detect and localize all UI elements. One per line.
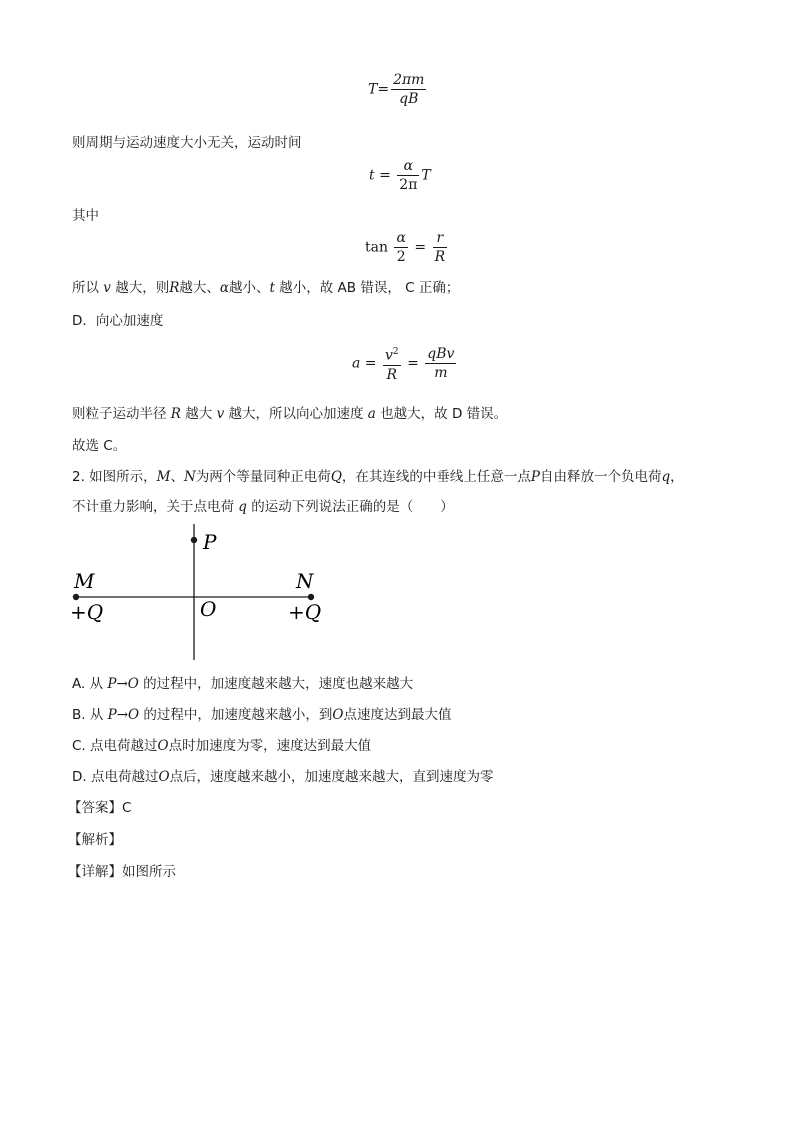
option-C-prefix: C. 点电荷越过 — [72, 738, 158, 754]
answer-tag: 【答案】 — [68, 800, 122, 816]
eq4-numerator-1 — [383, 344, 401, 366]
q2-var-P: P — [530, 469, 540, 485]
q2-line2-text-2: 的运动下列说法正确的是（ ） — [251, 499, 454, 515]
option-C-var-O: O — [157, 738, 169, 754]
p5-text-1: 则粒子运动半径 — [72, 406, 167, 422]
eq4-fraction-1 — [383, 344, 401, 383]
eq1-lhs: T — [368, 81, 378, 98]
q2-text-4: 自由释放一个负电荷 — [539, 469, 662, 485]
eq4-lhs: a — [352, 355, 361, 372]
paragraph-1: 则周期与运动速度大小无关，运动时间 — [72, 135, 302, 151]
option-D — [72, 765, 494, 785]
detail-tag: 【详解】 — [68, 864, 122, 880]
answer-line — [68, 796, 131, 816]
p3-text-4: 越小、 — [229, 280, 270, 296]
option-A-path: P→O — [107, 676, 139, 692]
q2-text-2: 为两个等量同种正电荷 — [195, 469, 331, 485]
paragraph-3 — [72, 276, 459, 296]
p3-text-1: 所以 — [72, 280, 99, 296]
option-B-path: P→O — [107, 707, 140, 723]
eq3-numerator-2: r — [433, 230, 448, 248]
option-C-text: 点时加速度为零，速度达到最大值 — [168, 738, 372, 754]
eq4-var-v: v — [385, 347, 393, 364]
eq3-denominator-1: 2 — [396, 249, 406, 265]
q2-line2-var-q: q — [238, 499, 247, 515]
eq1-numerator: 2πm — [393, 72, 425, 88]
q2-line2-text-1: 不计重力影响，关于点电荷 — [72, 499, 234, 515]
equation-acceleration: a = $\frac{v^2}{R}$ = $\frac{\text{qBv}}{m}$ — [352, 345, 455, 383]
q2-var-N: N — [184, 469, 196, 485]
option-B-text-2: 点速度达到最大值 — [343, 707, 452, 723]
p3-text-3: 越大、 — [179, 280, 220, 296]
option-B-text-1: 的过程中，加速度越来越小，到 — [143, 707, 333, 723]
equation-tan: tan $\frac{\alpha}{2}$ = $\frac{r}{R}$ — [365, 230, 446, 265]
eq4-denominator-2: m — [434, 364, 448, 381]
eq4-numerator-2: qBv — [427, 345, 455, 362]
q2-var-q: q — [661, 469, 671, 485]
eq3-fn: tan — [365, 239, 388, 256]
paragraph-5 — [72, 402, 507, 422]
p5-var-R: R — [170, 406, 181, 422]
eq3-fraction-1 — [394, 230, 407, 265]
option-D-prefix: D. 点电荷越过 — [72, 769, 159, 785]
eq1-denominator: qB — [399, 91, 419, 107]
label-N: N — [296, 569, 314, 593]
equation-period: T= $\frac{2\pi m}{qB}$ — [368, 72, 425, 107]
p5-text-3: 越大，所以向心加速度 — [228, 406, 364, 422]
q2-text-5: ， — [670, 469, 684, 485]
option-A — [72, 672, 413, 692]
q2-text-1: 2. 如图所示， — [72, 469, 157, 485]
q2-separator: 、 — [170, 469, 184, 485]
eq2-denominator: 2π — [399, 177, 418, 193]
eq1-fraction — [391, 72, 426, 107]
eq3-fraction-2 — [433, 230, 448, 265]
analysis-line — [68, 828, 122, 848]
eq3-numerator-1: α — [396, 230, 406, 246]
label-Q-left: +Q — [70, 600, 104, 624]
q2-text-3: ，在其连线的中垂线上任意一点 — [341, 469, 531, 485]
option-D-var-O: O — [158, 769, 170, 785]
detail-line — [68, 860, 176, 880]
p3-text-5: 越小，故 AB 错误， C 正确； — [279, 280, 460, 296]
question-2-line-2 — [72, 495, 454, 515]
option-A-prefix: A. 从 — [72, 676, 104, 692]
equation-time: t = $\frac{\alpha}{2\pi}$ T — [369, 158, 431, 193]
analysis-tag: 【解析】 — [68, 832, 122, 848]
eq2-numerator: α — [397, 158, 419, 176]
q2-var-M: M — [156, 469, 171, 485]
eq4-denominator-1: R — [386, 366, 398, 383]
option-B — [72, 703, 452, 723]
point-P-dot — [191, 537, 197, 543]
option-B-prefix: B. 从 — [72, 707, 104, 723]
question-2-line-1 — [72, 465, 684, 485]
eq2-lhs: t — [369, 167, 375, 184]
p5-text-2: 越大 — [185, 406, 213, 422]
option-C — [72, 734, 371, 754]
label-O: O — [200, 597, 217, 621]
paragraph-2: 其中 — [72, 208, 99, 224]
p3-var-alpha: α — [219, 280, 230, 296]
label-Q-right: +Q — [288, 600, 322, 624]
p3-var-v: v — [103, 280, 111, 296]
p5-var-v: v — [216, 406, 225, 422]
eq4-fraction-2 — [425, 346, 456, 381]
label-P: P — [203, 530, 217, 554]
eq4-exponent: 2 — [392, 347, 399, 357]
option-B-var-O: O — [332, 707, 344, 723]
p3-var-t: t — [269, 280, 275, 296]
p5-var-a: a — [367, 406, 376, 422]
option-A-text: 的过程中，加速度越来越大，速度也越来越大 — [143, 676, 414, 692]
p3-text-2: 越大，则 — [115, 280, 170, 296]
detail-text: 如图所示 — [122, 864, 176, 880]
p5-text-4: 也越大，故 D 错误。 — [380, 406, 508, 422]
q2-var-Q: Q — [330, 469, 342, 485]
eq2-tail: T — [421, 167, 431, 184]
paragraph-6: 故选 C。 — [72, 438, 127, 454]
label-M: M — [74, 569, 95, 593]
answer-value: C — [122, 800, 132, 816]
paragraph-4: D．向心加速度 — [72, 313, 164, 329]
option-D-text: 点后，速度越来越小，加速度越来越大，直到速度为零 — [169, 769, 494, 785]
p3-var-R: R — [169, 280, 180, 296]
eq2-fraction — [397, 158, 419, 193]
charge-diagram — [66, 518, 326, 668]
eq3-denominator-2: R — [434, 249, 446, 265]
